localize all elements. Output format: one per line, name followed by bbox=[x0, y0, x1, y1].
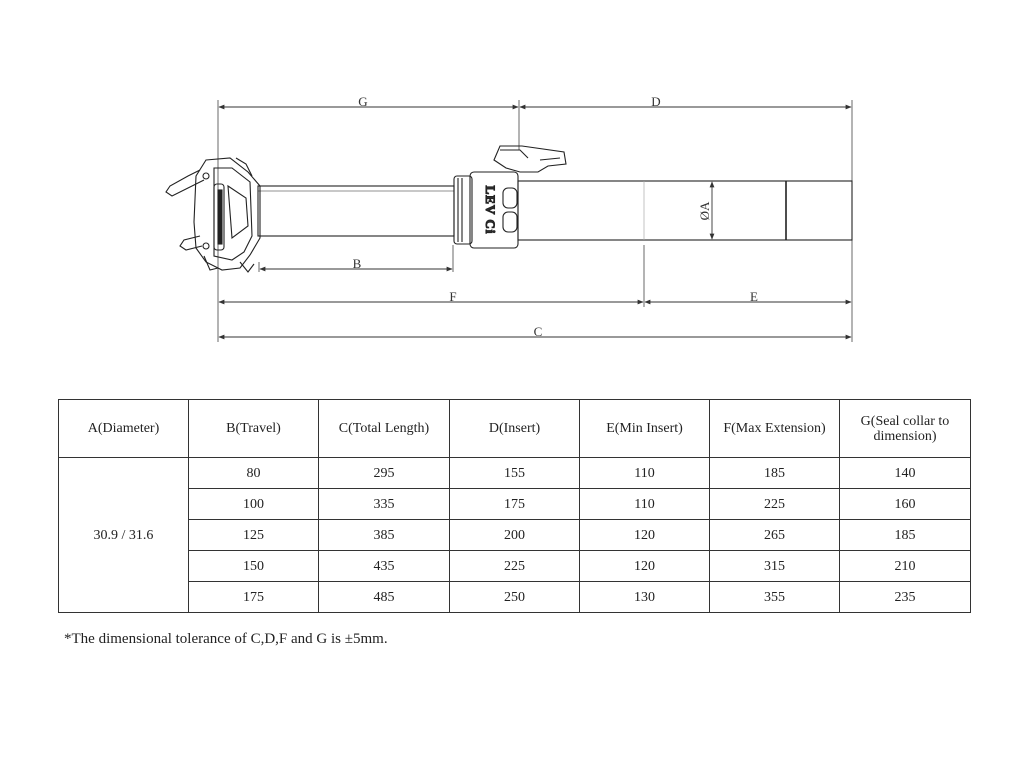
header-diameter: A(Diameter) bbox=[59, 400, 189, 458]
label-g: G bbox=[358, 94, 368, 109]
table-row bbox=[59, 551, 971, 582]
table-cell: 235 bbox=[840, 582, 971, 613]
label-e: E bbox=[750, 289, 758, 304]
table-cell: 160 bbox=[840, 489, 971, 520]
label-f: F bbox=[449, 289, 457, 304]
saddle-clamp-head bbox=[166, 158, 260, 272]
table-cell: 150 bbox=[189, 551, 319, 582]
table-cell: 185 bbox=[840, 520, 971, 551]
label-b: B bbox=[352, 256, 362, 271]
table-cell: 120 bbox=[580, 520, 710, 551]
svg-text:LEV Ci: LEV Ci bbox=[483, 185, 498, 235]
table-cell: 485 bbox=[319, 582, 450, 613]
table-cell: 125 bbox=[189, 520, 319, 551]
table-row bbox=[59, 489, 971, 520]
label-c: C bbox=[533, 324, 543, 339]
table-cell: 140 bbox=[840, 458, 971, 489]
table-row bbox=[59, 458, 971, 489]
table-cell: 250 bbox=[450, 582, 580, 613]
seal-collar bbox=[454, 172, 518, 248]
table-cell: 100 bbox=[189, 489, 319, 520]
seatpost-dimension-drawing bbox=[0, 0, 1024, 360]
header-max-extension: F(Max Extension) bbox=[710, 400, 840, 458]
stanchion bbox=[258, 186, 454, 236]
table-row bbox=[59, 582, 971, 613]
header-insert: D(Insert) bbox=[450, 400, 580, 458]
table-cell: 315 bbox=[710, 551, 840, 582]
table-cell: 80 bbox=[189, 458, 319, 489]
dimension-table bbox=[58, 399, 971, 613]
table-cell: 225 bbox=[450, 551, 580, 582]
lower-tube bbox=[518, 181, 852, 240]
table-cell: 200 bbox=[450, 520, 580, 551]
table-cell: 385 bbox=[319, 520, 450, 551]
table-cell: 175 bbox=[450, 489, 580, 520]
cable-port bbox=[494, 146, 566, 172]
table-cell: 120 bbox=[580, 551, 710, 582]
seatpost bbox=[166, 146, 852, 272]
table-cell: 155 bbox=[450, 458, 580, 489]
header-travel: B(Travel) bbox=[189, 400, 319, 458]
tolerance-note: *The dimensional tolerance of C,D,F and G is ±5mm. bbox=[64, 631, 388, 647]
table-cell: 175 bbox=[189, 582, 319, 613]
diameter-cell: 30.9 / 31.6 bbox=[59, 458, 189, 613]
extension-lines bbox=[218, 100, 852, 342]
table-cell: 435 bbox=[319, 551, 450, 582]
table-row bbox=[59, 520, 971, 551]
header-seal-collar: G(Seal collar to dimension) bbox=[840, 400, 971, 458]
table-cell: 185 bbox=[710, 458, 840, 489]
label-a: ØA bbox=[697, 201, 712, 221]
table-cell: 355 bbox=[710, 582, 840, 613]
table-cell: 335 bbox=[319, 489, 450, 520]
header-total-length: C(Total Length) bbox=[319, 400, 450, 458]
header-min-insert: E(Min Insert) bbox=[580, 400, 710, 458]
table-cell: 110 bbox=[580, 489, 710, 520]
table-cell: 110 bbox=[580, 458, 710, 489]
table-cell: 225 bbox=[710, 489, 840, 520]
table-header-row bbox=[59, 400, 971, 458]
table-cell: 265 bbox=[710, 520, 840, 551]
table-cell: 130 bbox=[580, 582, 710, 613]
table-cell: 210 bbox=[840, 551, 971, 582]
table-cell: 295 bbox=[319, 458, 450, 489]
label-d: D bbox=[651, 94, 661, 109]
